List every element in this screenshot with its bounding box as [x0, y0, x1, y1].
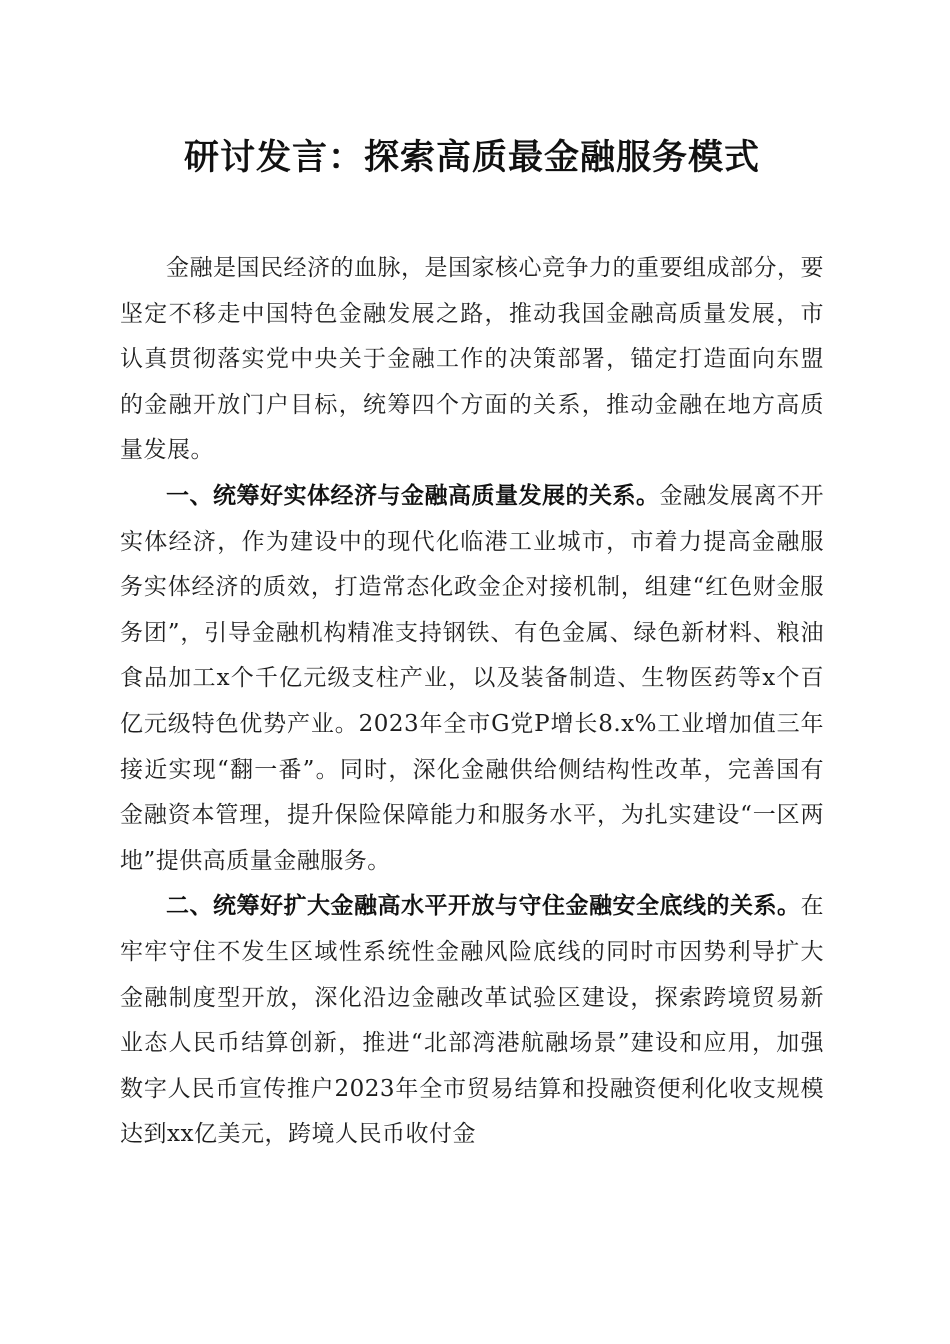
paragraph-intro	[120, 246, 824, 474]
section-2-text: 在牢牢守住不发生区域性系统性金融风险底线的同时市因势利导扩大金融制度型开放，深化沿边金融改革试验区建设，探索跨境贸易新业态人民币结算创新，推进“北部湾港航融场景”建设和应用，加强数字人民币宣传推户2023年全市贸易结算和投融资便利化收支规模达到xx亿美元，跨境人民币收付金	[120, 893, 824, 1148]
section-1-heading: 一、统筹好实体经济与金融高质量发展的关系。	[166, 482, 660, 509]
paragraph-intro-text: 金融是国民经济的血脉，是国家核心竞争力的重要组成部分，要坚定不移走中国特色金融发展之路，推动我国金融高质量发展，市认真贯彻落实党中央关于金融工作的决策部署，锚定打造面向东盟的金融开放门户目标，统筹四个方面的关系，推动金融在地方高质量发展。	[120, 255, 824, 464]
section-1-text: 金融发展离不开实体经济，作为建设中的现代化临港工业城市，市着力提高金融服务实体经济的质效，打造常态化政金企对接机制，组建“红色财金服务团”，引导金融机构精准支持钢铁、有色金属、绿色新材料、粮油食品加工x个千亿元级支柱产业，以及装备制造、生物医药等x个百亿元级特色优势产业。2023年全市G党P增长8.x%工业增加值三年接近实现“翻一番”。同时，深化金融供给侧结构性改革，完善国有金融资本管理，提升保险保障能力和服务水平，为扎实建设“一区两地”提供高质量金融服务。	[120, 482, 824, 874]
paragraph-section-2	[120, 884, 824, 1158]
paragraph-section-1	[120, 474, 824, 884]
section-2-heading: 二、统筹好扩大金融高水平开放与守住金融安全底线的关系。	[166, 893, 801, 920]
document-title: 研讨发言：探索高质最金融服务模式	[183, 137, 760, 178]
